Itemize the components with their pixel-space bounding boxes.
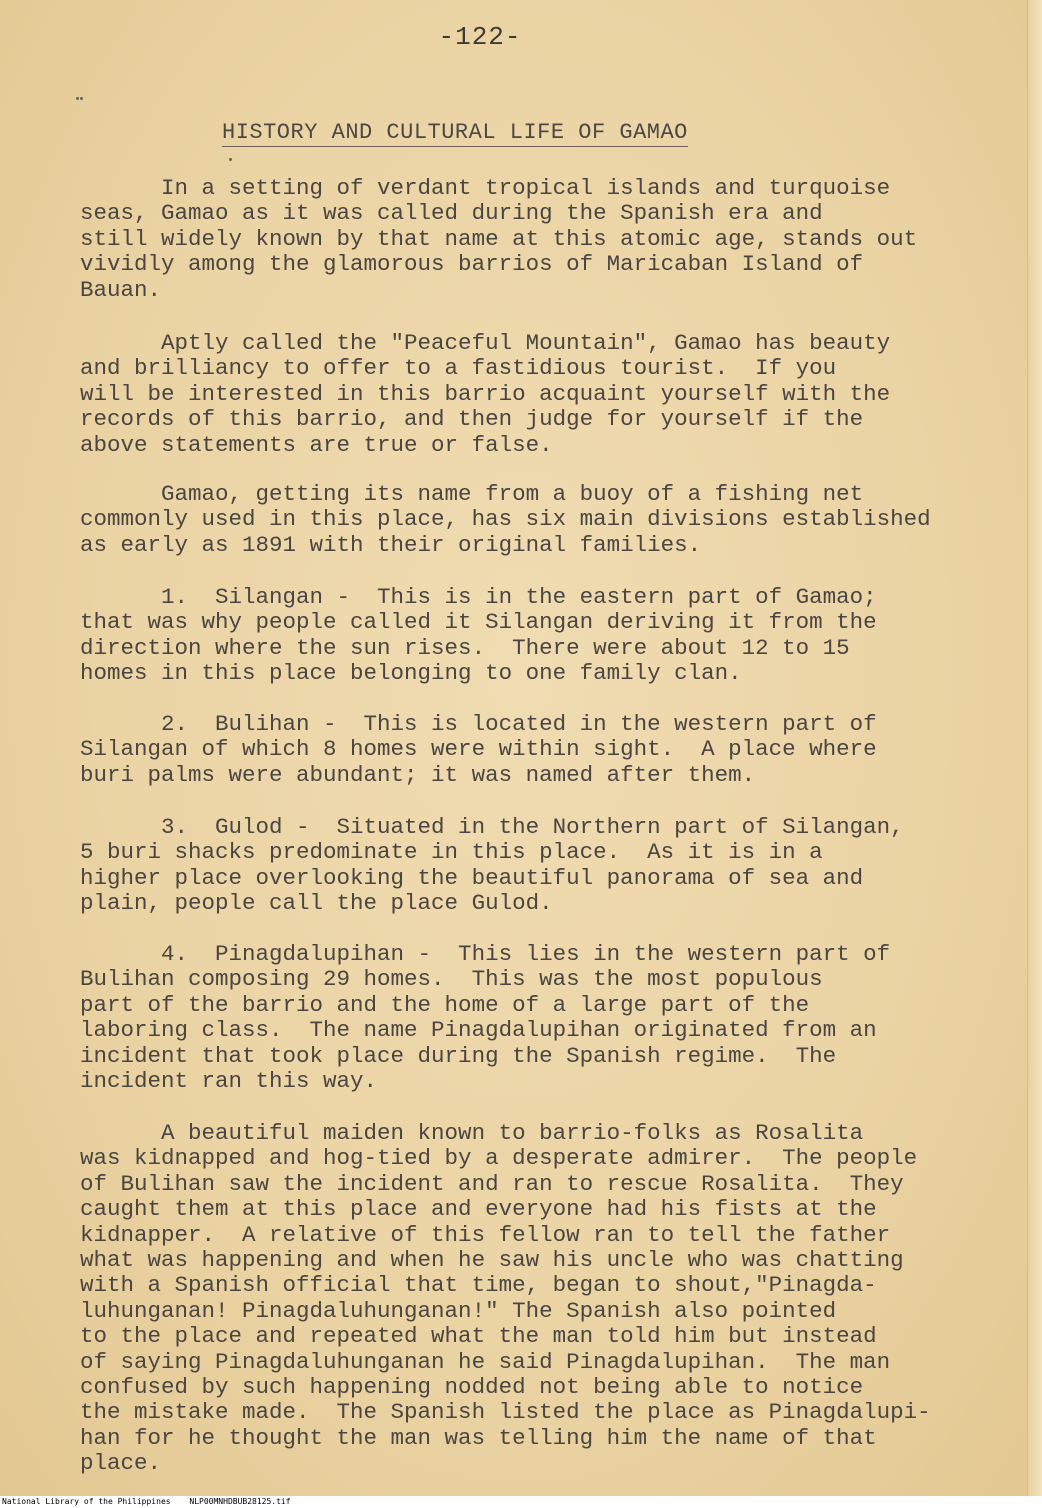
scan-footer: [0, 1496, 1042, 1508]
paragraph-gulod: 3. Gulod - Situated in the Northern part of Silangan, 5 buri shacks predominate in this place. As it is in a higher place overlooking the beautiful panorama of sea and plain, people call the place Gulod.: [80, 814, 904, 917]
footer-filename: NLP00MNHDBUB28125.tif: [189, 1497, 291, 1506]
footer-library: National Library of the Philippines: [2, 1497, 171, 1506]
ink-speck: [229, 158, 232, 161]
paragraph-silangan: 1. Silangan - This is in the eastern part of Gamao; that was why people called it Silangan deriving it from the direction where the sun rises. There were about 12 to 15 homes in this place belonging to one family clan.: [80, 584, 877, 687]
ink-speck: [80, 97, 83, 100]
paragraph-name-origin: Gamao, getting its name from a buoy of a fishing net commonly used in this place, has six main divisions established as early as 1891 with their original families.: [80, 481, 931, 558]
paragraph-rosalita-story: A beautiful maiden known to barrio-folks as Rosalita was kidnapped and hog-tied by a desperate admirer. The people of Bulihan saw the incident and ran to rescue Rosalita. They caught them at this place and everyone had his fists at the kidnapper. A relative of this fellow ran to tell the father what was happening and when he saw his uncle who was chatting with a Spanish official that time, began to shout,"Pinagda- luhunganan! Pinagdaluhunganan!" The Spanish also pointed to the place and repeated what the man told him but instead of saying Pinagdaluhunganan he said Pinagdalupihan. The man confused by such happening nodded not being able to notice the mistake made. The Spanish listed the place as Pinagdalupi- han for he thought the man was telling him the name of that place.: [80, 1120, 931, 1477]
paragraph-peaceful-mountain: Aptly called the "Peaceful Mountain", Gamao has beauty and brilliancy to offer to a fastidious tourist. If you will be interested in this barrio acquaint yourself with the records of this barrio, and then judge for yourself if the above statements are true or false.: [80, 330, 891, 458]
paragraph-intro: In a setting of verdant tropical islands and turquoise seas, Gamao as it was called during the Spanish era and still widely known by that name at this atomic age, stands out vividly among the glamorous barrios of Maricaban Island of Bauan.: [80, 175, 918, 303]
ink-speck: [76, 97, 79, 100]
paragraph-bulihan: 2. Bulihan - This is located in the western part of Silangan of which 8 homes were within sight. A place where buri palms were abundant; it was named after them.: [80, 711, 877, 788]
page-number: -122-: [438, 22, 522, 52]
document-heading: HISTORY AND CULTURAL LIFE OF GAMAO: [222, 120, 688, 145]
paragraph-pinagdalupihan: 4. Pinagdalupihan - This lies in the western part of Bulihan composing 29 homes. This was the most populous part of the barrio and the home of a large part of the laboring class. The name Pinagdalupihan originated from an incident that took place during the Spanish regime. The incident ran this way.: [80, 941, 891, 1095]
